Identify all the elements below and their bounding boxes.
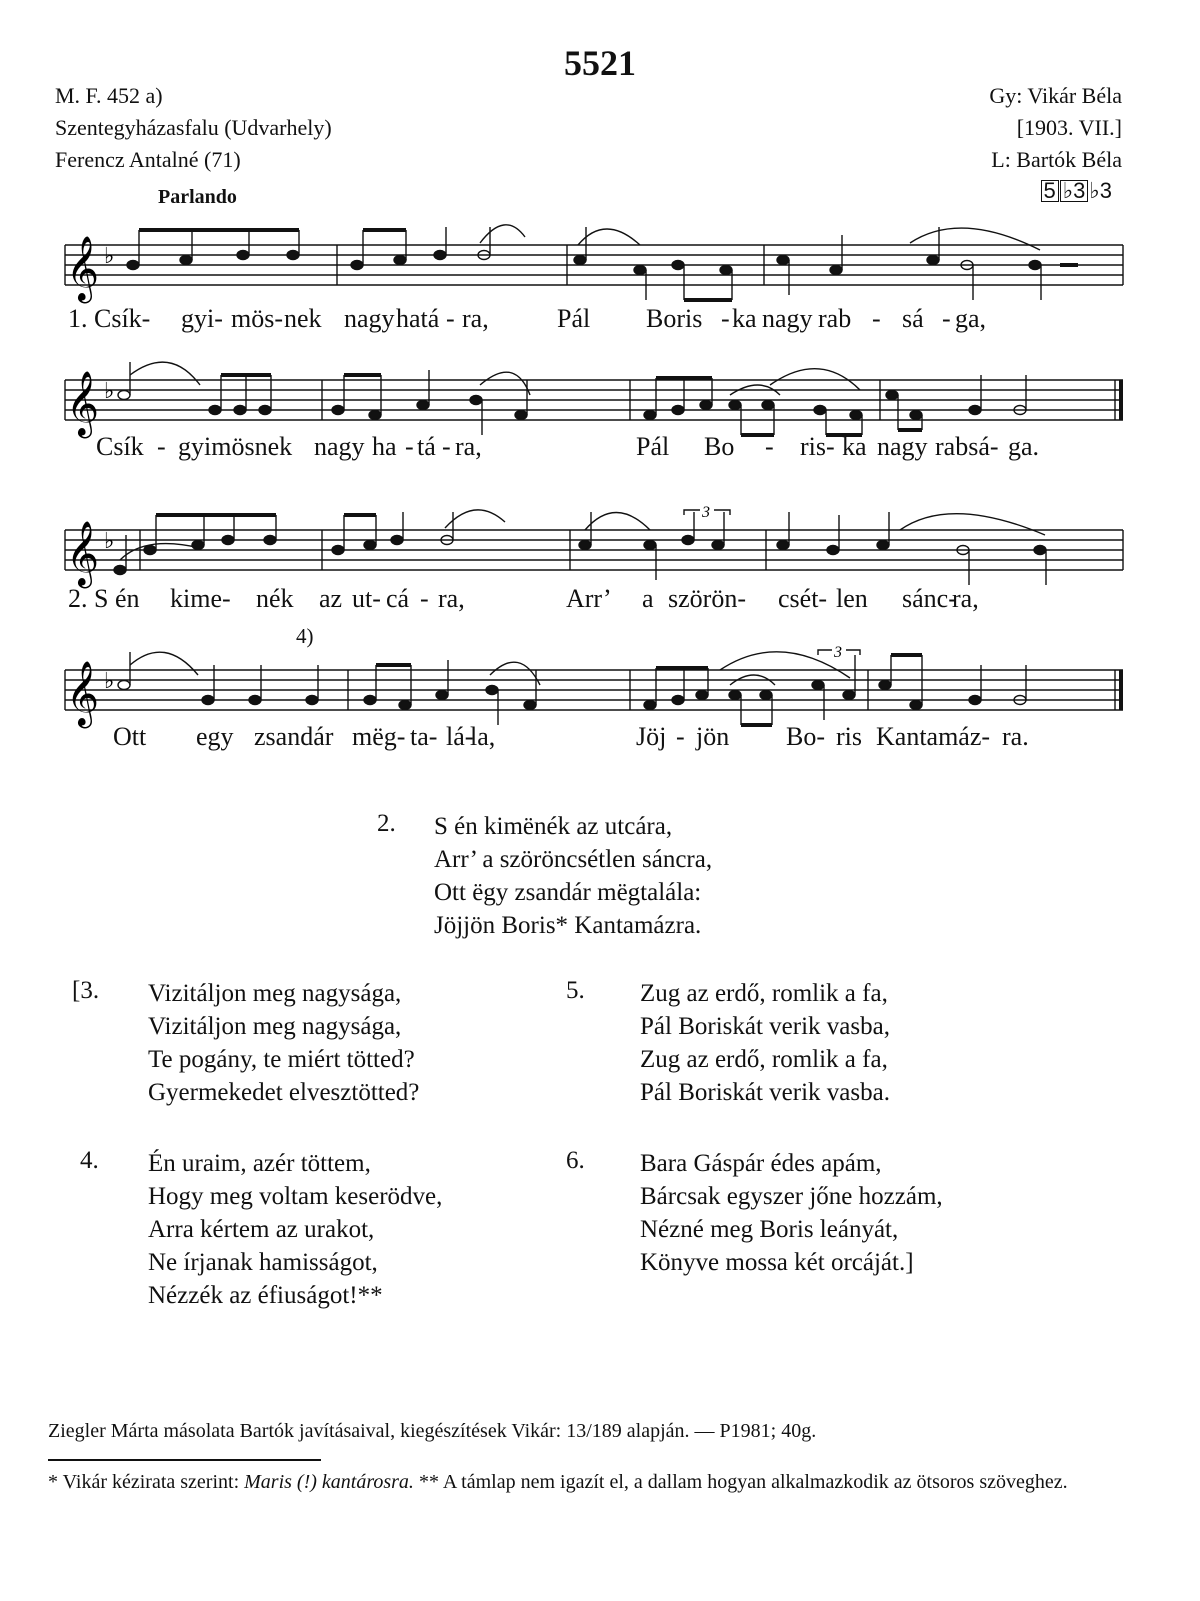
verse-line: Jöjjön Boris* Kantamázra.: [434, 912, 702, 939]
lyric-syllable: Arr’: [566, 584, 612, 613]
transcriber: L: Bartók Béla: [991, 147, 1122, 172]
tuplet-number: 3: [702, 504, 710, 521]
verse-line: Bara Gáspár édes apám,: [640, 1150, 882, 1177]
lyric-syllable: ga,: [955, 304, 987, 333]
lyric-syllable: gyi-: [181, 304, 223, 333]
lyric-syllable: -: [446, 304, 455, 333]
lyric-syllable: nek: [284, 304, 322, 333]
lyric-syllable: sá: [902, 304, 924, 333]
lyric-syllable: -: [420, 584, 429, 613]
verse-number: 6.: [566, 1147, 585, 1174]
lyric-syllable: nagy: [314, 432, 365, 461]
footnote-text: * Vikár kézirata szerint:: [48, 1471, 245, 1493]
verse-line: Zug az erdő, romlik a fa,: [640, 980, 888, 1007]
verse-number: 5.: [566, 977, 585, 1004]
verse-2: [434, 810, 712, 942]
lyric-syllable: Jöj: [636, 722, 667, 751]
verse-line: Vizitáljon meg nagysága,: [148, 980, 402, 1007]
verse-line: Pál Boriskát verik vasba,: [640, 1013, 890, 1040]
lyric-syllable: rabsá-: [935, 432, 999, 461]
lyric-syllable: Bo: [704, 432, 735, 461]
lyric-syllable: nagy: [762, 304, 813, 333]
verse-3: [148, 977, 419, 1109]
treble-clef-icon: 𝄞: [66, 371, 100, 436]
lyric-syllable: ra,: [438, 584, 465, 613]
verse-line: Te pogány, te miért tötted?: [148, 1046, 415, 1073]
lyric-syllable: szörön-: [668, 584, 746, 613]
staff-system-1: [0, 215, 1200, 315]
lyric-syllable: -: [676, 722, 685, 751]
key-signature-flat-icon: ♭: [104, 244, 115, 269]
key-signature-flat-icon: ♭: [104, 529, 115, 554]
lyric-syllable: Ott: [113, 722, 147, 751]
lyric-syllable: -: [942, 304, 951, 333]
lyric-syllable: -: [157, 432, 166, 461]
lyric-syllable: Kantamáz-: [876, 722, 991, 751]
lyric-syllable: -: [442, 432, 451, 461]
lyric-syllable: zsandár: [254, 722, 334, 751]
verse-line: Gyermekedet elvesztötted?: [148, 1079, 420, 1106]
lyric-syllable: nék: [256, 584, 294, 613]
lyric-syllable: len: [836, 584, 868, 613]
treble-clef-icon: 𝄞: [66, 236, 100, 301]
lyric-syllable: ra,: [952, 584, 979, 613]
lyric-syllable: hatá: [396, 304, 440, 333]
lyric-syllable: egy: [196, 722, 234, 751]
lyric-syllable: -: [872, 304, 881, 333]
lyric-syllable: 1. Csík-: [68, 304, 151, 333]
catalog-reference: M. F. 452 a): [55, 83, 163, 108]
lyric-syllable: mös-: [231, 304, 283, 333]
lyric-syllable: Bo-: [786, 722, 825, 751]
lyric-syllable: ut-: [352, 584, 381, 613]
lyric-syllable: nagy: [344, 304, 395, 333]
song-number: 5521: [564, 43, 636, 83]
performer: Ferencz Antalné (71): [55, 147, 241, 172]
verse-line: Nézzék az éfiuságot!**: [148, 1282, 383, 1309]
key-signature-flat-icon: ♭: [104, 669, 115, 694]
lyric-syllable: -: [765, 432, 774, 461]
scale-indicator: [1041, 178, 1113, 204]
verse-number: [3.: [72, 977, 100, 1004]
lyric-syllable: ka: [732, 304, 757, 333]
lyric-syllable: csét-: [778, 584, 828, 613]
lyric-syllable: -: [405, 432, 414, 461]
collector: Gy: Vikár Béla: [989, 83, 1122, 108]
verse-line: Arr’ a szöröncsétlen sáncra,: [434, 846, 713, 873]
lyric-syllable: Boris: [646, 304, 703, 333]
verse-line: Én uraim, azér töttem,: [148, 1150, 371, 1177]
lyric-syllable: -: [721, 304, 730, 333]
lyric-syllable: Csík: [96, 432, 144, 461]
tuplet-number: 3: [834, 644, 842, 661]
lyric-syllable: ga.: [1008, 432, 1040, 461]
footnote-text: ** A támlap nem igazít el, a dallam hogyan alkalmazkodik az ötsoros szöveghez.: [413, 1471, 1068, 1493]
scale-degree-2: ♭3: [1060, 180, 1089, 202]
lyric-syllable: ra,: [462, 304, 489, 333]
verse-line: Könyve mossa két orcáját.]: [640, 1249, 914, 1276]
footnote-italic: Maris (!) kantárosra.: [244, 1471, 414, 1493]
lyric-syllable: Pál: [557, 304, 591, 333]
lyric-syllable: rab: [818, 304, 852, 333]
lyric-syllable: a: [642, 584, 654, 613]
verse-line: Vizitáljon meg nagysága,: [148, 1013, 402, 1040]
verse-4: [148, 1147, 442, 1312]
lyric-syllable: lá-: [446, 722, 474, 751]
lyric-syllable: kime-: [170, 584, 231, 613]
lyric-syllable: Pál: [636, 432, 670, 461]
verse-line: Bárcsak egyszer jőne hozzám,: [640, 1183, 943, 1210]
verse-line: Zug az erdő, romlik a fa,: [640, 1046, 888, 1073]
verse-number: 4.: [80, 1147, 99, 1174]
verse-5: [640, 977, 890, 1109]
verse-line: Nézné meg Boris leányát,: [640, 1216, 899, 1243]
treble-clef-icon: 𝄞: [66, 661, 100, 726]
source-note: Ziegler Márta másolata Bartók javításaival, kiegészítések Vikár: 13/189 alapján. — P1981; 40g.: [48, 1420, 817, 1442]
verse-line: Hogy meg voltam keserödve,: [148, 1183, 443, 1210]
treble-clef-icon: 𝄞: [66, 521, 100, 586]
lyric-syllable: ha: [372, 432, 397, 461]
lyric-syllable: sánc-: [902, 584, 957, 613]
verse-line: Pál Boriskát verik vasba.: [640, 1079, 890, 1106]
lyric-syllable: az: [319, 584, 343, 613]
scale-degree-1: 5: [1041, 180, 1059, 202]
lyric-syllable: gyimösnek: [178, 432, 293, 461]
lyric-syllable: ris-: [800, 432, 835, 461]
verse-line: S én kimënék az utcára,: [434, 813, 673, 840]
key-signature-flat-icon: ♭: [104, 379, 115, 404]
verse-line: Arra kértem az urakot,: [148, 1216, 375, 1243]
lyric-syllable: ta-: [410, 722, 438, 751]
verse-line: Ott ëgy zsandár mëgtalála:: [434, 879, 702, 906]
lyric-syllable: ra.: [1002, 722, 1029, 751]
footnote-divider: [48, 1459, 321, 1461]
lyric-syllable: tá: [417, 432, 436, 461]
lyric-syllable: cá: [386, 584, 410, 613]
lyric-syllable: la,: [470, 722, 496, 751]
lyric-syllable: mëg-: [352, 722, 406, 751]
variant-mark: 4): [296, 624, 314, 648]
lyric-syllable: nagy: [877, 432, 928, 461]
scale-degree-3: ♭3: [1089, 178, 1112, 203]
tempo-marking: Parlando: [158, 186, 237, 208]
collection-date: [1903. VII.]: [1016, 115, 1122, 140]
lyric-syllable: jön: [696, 722, 730, 751]
lyric-syllable: ra,: [455, 432, 482, 461]
verse-line: Ne írjanak hamisságot,: [148, 1249, 378, 1276]
verse-number: 2.: [377, 810, 396, 837]
collection-place: Szentegyházasfalu (Udvarhely): [55, 115, 332, 140]
lyric-syllable: ris: [836, 722, 862, 751]
footnote: [48, 1468, 1128, 1496]
verse-6: [640, 1147, 943, 1279]
lyric-syllable: ka: [842, 432, 867, 461]
lyric-syllable: 2. S én: [68, 584, 140, 613]
